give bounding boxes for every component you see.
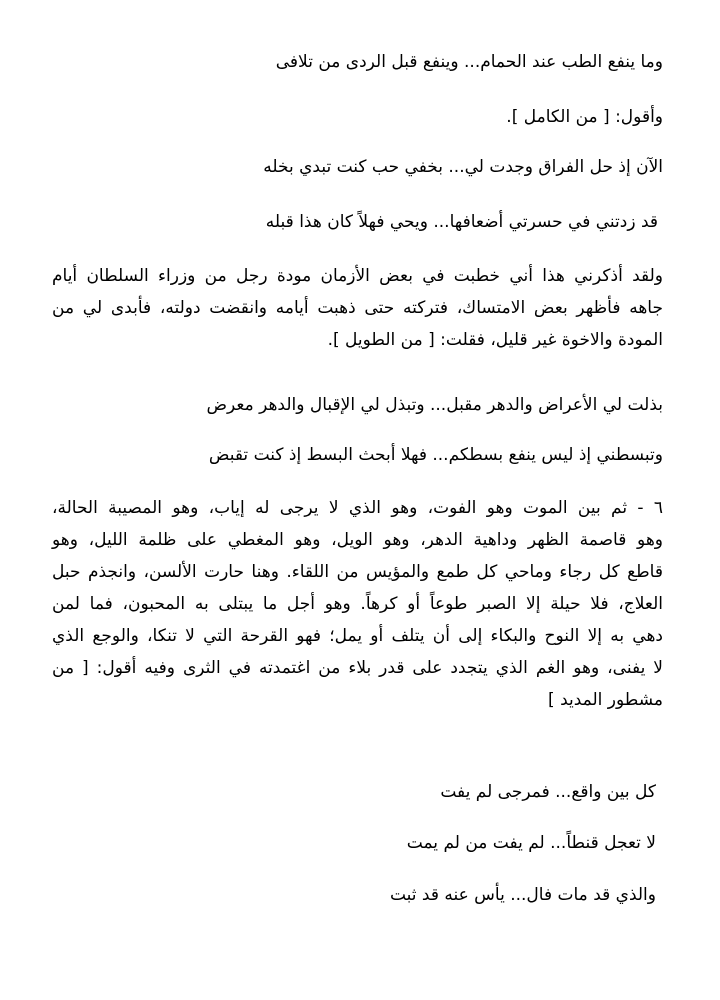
verse-line-6: كل بين واقع... فمرجى لم يفت: [440, 782, 656, 802]
verse-line-4: بذلت لي الأعراض والدهر مقبل... وتبذل لي الإقبال والدهر معرض: [206, 395, 663, 415]
paragraph-line: دهي به إلا النوح والبكاء إلى أن يتلف أو يمل؛ فهو القرحة التي لا تنكا، والوجع الذي: [52, 626, 663, 646]
paragraph-line: قاطع كل رجاء وماحي كل طمع والمؤيس من اللقاء. وهنا حارت الألسن، وانجذم حبل: [52, 562, 663, 582]
verse-line-5: وتبسطني إذ ليس ينفع بسطكم... فهلا أبحث البسط إذ كنت تقبض: [208, 445, 663, 465]
verse-line-3: قد زدتني في حسرتي أضعافها... ويحي فهلاً كان هذا قبله: [265, 212, 658, 232]
paragraph-line: ٦ - ثم بين الموت وهو الفوت، وهو الذي لا يرجى له إياب، وهو المصيبة الحالة،: [52, 498, 663, 518]
paragraph-line: جاهه فأظهر بعض الامتساك، فتركته حتى ذهبت أيامه وانقضت دولته، فأبدى لي من: [52, 298, 663, 318]
paragraph-recollection: [52, 260, 663, 356]
paragraph-line: المودة والاخوة غير قليل، فقلت: [ من الطويل ].: [327, 330, 663, 350]
verse-line-1: وما ينفع الطب عند الحمام... وينفع قبل الردى من تلافى: [275, 52, 663, 72]
paragraph-section-6: [52, 492, 663, 716]
verse-line-7: لا تعجل قنطاً... لم يفت من لم يمت: [406, 833, 656, 853]
verse-line-2: الآن إذ حل الفراق وجدت لي... بخفي حب كنت تبدي بخله: [263, 157, 663, 177]
paragraph-line: العلاج، فلا حيلة إلا الصبر طوعاً أو كرهاً. وهو أجل ما يبتلى به المحبون، فما لمن: [52, 594, 663, 614]
verse-line-8: والذي قد مات فال... يأس عنه قد ثبت: [389, 885, 656, 905]
meter-note-kamil: وأقول: [ من الكامل ].: [506, 107, 663, 127]
paragraph-line: ولقد أذكرني هذا أني خطبت في بعض الأزمان مودة رجل من وزراء السلطان أيام: [52, 266, 663, 286]
paragraph-line: لا يفنى، وهو الغم الذي يتجدد على قدر بلاء من اغتمدته في الثرى وفيه أقول: [ من: [52, 658, 663, 678]
paragraph-line: مشطور المديد ]: [548, 690, 663, 710]
paragraph-line: وهو قاصمة الظهر وداهية الدهر، وهو الويل، وهو المغطي على ظلمة الليل، وهو: [52, 530, 663, 550]
